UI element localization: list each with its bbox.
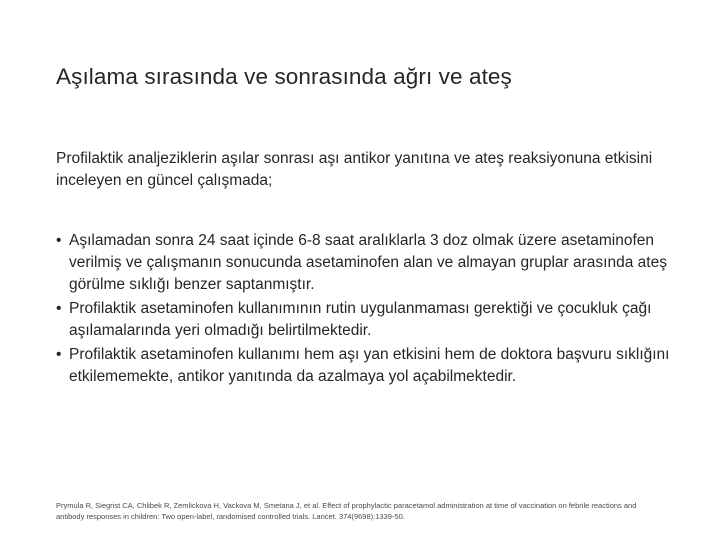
bullet-item-3 <box>56 344 670 388</box>
bullet-item-2 <box>56 298 670 342</box>
bullet-marker-icon: • <box>56 232 62 249</box>
bullet-item-1 <box>56 230 670 296</box>
slide-title: Aşılama sırasında ve sonrasında ağrı ve ateş <box>56 64 512 89</box>
intro-paragraph: Profilaktik analjeziklerin aşılar sonrası aşı antikor yanıtına ve ateş reaksiyonuna etkisini inceleyen en güncel çalışmada; <box>56 150 653 189</box>
bullet-list <box>56 230 670 390</box>
bullet-text: Profilaktik asetaminofen kullanımının rutin uygulanmaması gerektiği ve çocukluk çağı aşılamalarında yeri olmadığı belirtilmektedir. <box>69 300 652 339</box>
bullet-text: Aşılamadan sonra 24 saat içinde 6-8 saat aralıklarla 3 doz olmak üzere asetaminofen verilmiş ve çalışmanın sonucunda asetaminofen alan ve almayan gruplar arasında ateş görülme sıklığı benzer saptanmıştır. <box>69 232 667 293</box>
bullet-marker-icon: • <box>56 300 62 317</box>
reference-citation: Prymula R, Siegrist CA, Chlibek R, Zemlickova H, Vackova M, Smetana J, et al. Effect of prophylactic paracetamol administration at time of vaccination on febrile reactions and antibody responses in children: Two open-label, randomised controlled trials. Lancet. 374(9698):1339-50. <box>56 501 637 521</box>
bullet-marker-icon: • <box>56 346 62 363</box>
bullet-text: Profilaktik asetaminofen kullanımı hem aşı yan etkisini hem de doktora başvuru sıklığını etkilememekte, antikor yanıtında da azalmaya yol açabilmektedir. <box>69 346 670 385</box>
